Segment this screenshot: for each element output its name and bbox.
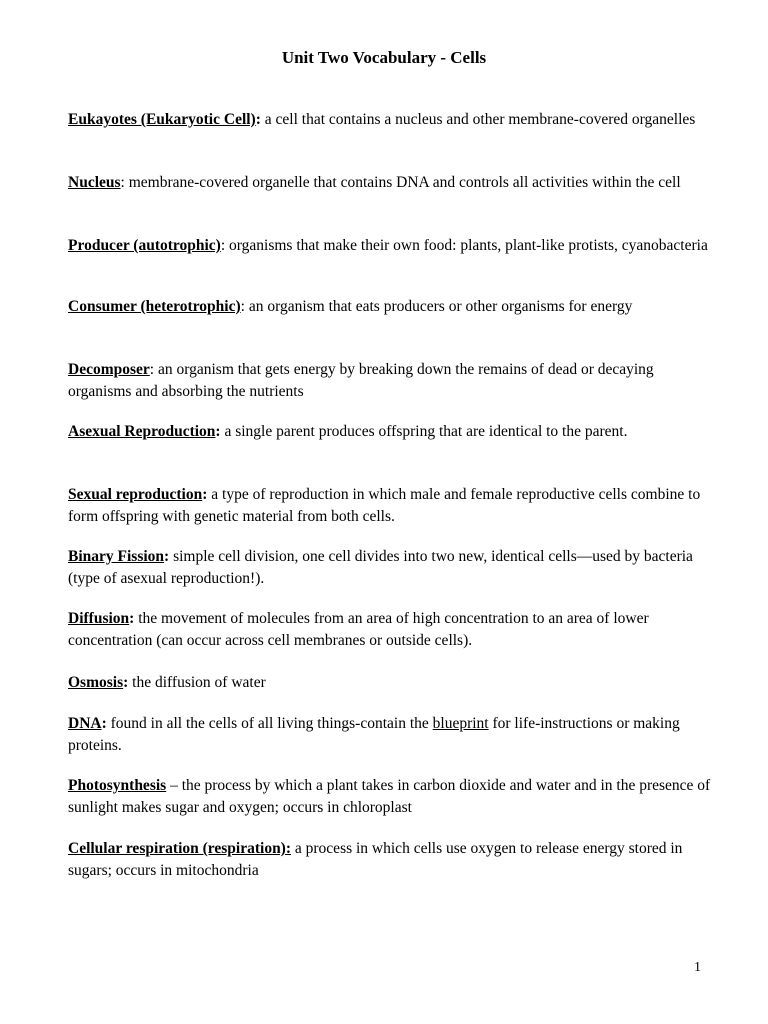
underlined-word: blueprint xyxy=(432,715,489,732)
vocab-definition: membrane-covered organelle that contains DNA and controls all activities within the cell xyxy=(124,174,681,191)
term-separator: : xyxy=(255,111,261,128)
vocab-definition: a single parent produces offspring that are identical to the parent. xyxy=(220,423,628,440)
vocab-entry-sexual-reproduction xyxy=(68,484,718,528)
vocab-entry-binary-fission xyxy=(68,546,718,590)
vocab-entry-eukaryotes xyxy=(68,109,718,131)
vocab-entry-asexual-reproduction xyxy=(68,421,718,443)
vocab-term: DNA xyxy=(68,715,102,732)
vocab-entry-producer xyxy=(68,235,718,257)
vocab-term: Decomposer xyxy=(68,361,150,378)
vocab-term: Nucleus xyxy=(68,174,121,191)
term-separator: : xyxy=(164,548,170,565)
vocab-entry-nucleus xyxy=(68,172,718,194)
vocab-entry-photosynthesis xyxy=(68,775,718,819)
term-separator: : xyxy=(240,298,245,315)
vocab-definition: an organism that eats producers or other organisms for energy xyxy=(244,298,633,315)
vocab-term: Asexual Reproduction xyxy=(68,423,216,440)
vocab-term: Photosynthesis xyxy=(68,777,167,794)
vocab-definition: a cell that contains a nucleus and other membrane-covered organelles xyxy=(260,111,696,128)
vocab-definition: the movement of molecules from an area of high concentration to an area of lower concentration (can occur across cell membranes or outside cells). xyxy=(68,610,649,649)
vocab-entry-consumer xyxy=(68,296,718,318)
vocab-definition: an organism that gets energy by breaking down the remains of dead or decaying organisms and absorbing the nutrients xyxy=(68,361,654,400)
vocab-term: Sexual reproduction xyxy=(68,486,203,503)
term-separator: : xyxy=(123,674,129,691)
vocab-definition: found in all the cells of all living things-contain the xyxy=(106,715,433,732)
vocab-entry-decomposer xyxy=(68,359,718,403)
vocab-definition: – the process by which a plant takes in carbon dioxide and water and in the presence of sunlight makes sugar and oxygen; occurs in chloroplast xyxy=(68,777,711,816)
vocab-term: Eukayotes (Eukaryotic Cell) xyxy=(68,111,256,128)
page-title: Unit Two Vocabulary - Cells xyxy=(281,48,487,67)
vocab-definition: the diffusion of water xyxy=(128,674,266,691)
vocab-definition: a process in which cells use oxygen to release energy stored in sugars; occurs in mitochondria xyxy=(68,840,683,879)
vocab-definition-continued: for life-instructions or making proteins. xyxy=(68,715,680,754)
vocab-entry-cellular-respiration xyxy=(68,838,718,882)
vocab-definition: simple cell division, one cell divides into two new, identical cells—used by bacteria (type of asexual reproduction!). xyxy=(68,548,693,587)
term-separator: : xyxy=(202,486,208,503)
term-separator: : xyxy=(215,423,221,440)
page-number: 1 xyxy=(694,960,701,975)
vocab-term: Cellular respiration (respiration): xyxy=(68,840,292,857)
vocab-term: Consumer (heterotrophic) xyxy=(68,298,241,315)
term-separator: : xyxy=(129,610,135,627)
vocab-entry-diffusion xyxy=(68,608,718,652)
vocab-term: Diffusion xyxy=(68,610,130,627)
vocab-entry-osmosis xyxy=(68,672,718,694)
vocab-term: Producer (autotrophic) xyxy=(68,237,221,254)
vocab-definition: organisms that make their own food: plants, plant-like protists, cyanobacteria xyxy=(225,237,708,254)
term-separator: : xyxy=(120,174,125,191)
term-separator: : xyxy=(149,361,155,378)
vocab-term: Osmosis xyxy=(68,674,124,691)
term-separator: : xyxy=(220,237,226,254)
vocab-entry-dna xyxy=(68,713,718,757)
term-separator: : xyxy=(101,715,107,732)
vocab-definition: a type of reproduction in which male and female reproductive cells combine to form offspring with genetic material from both cells. xyxy=(68,486,701,525)
vocab-term: Binary Fission xyxy=(68,548,165,565)
